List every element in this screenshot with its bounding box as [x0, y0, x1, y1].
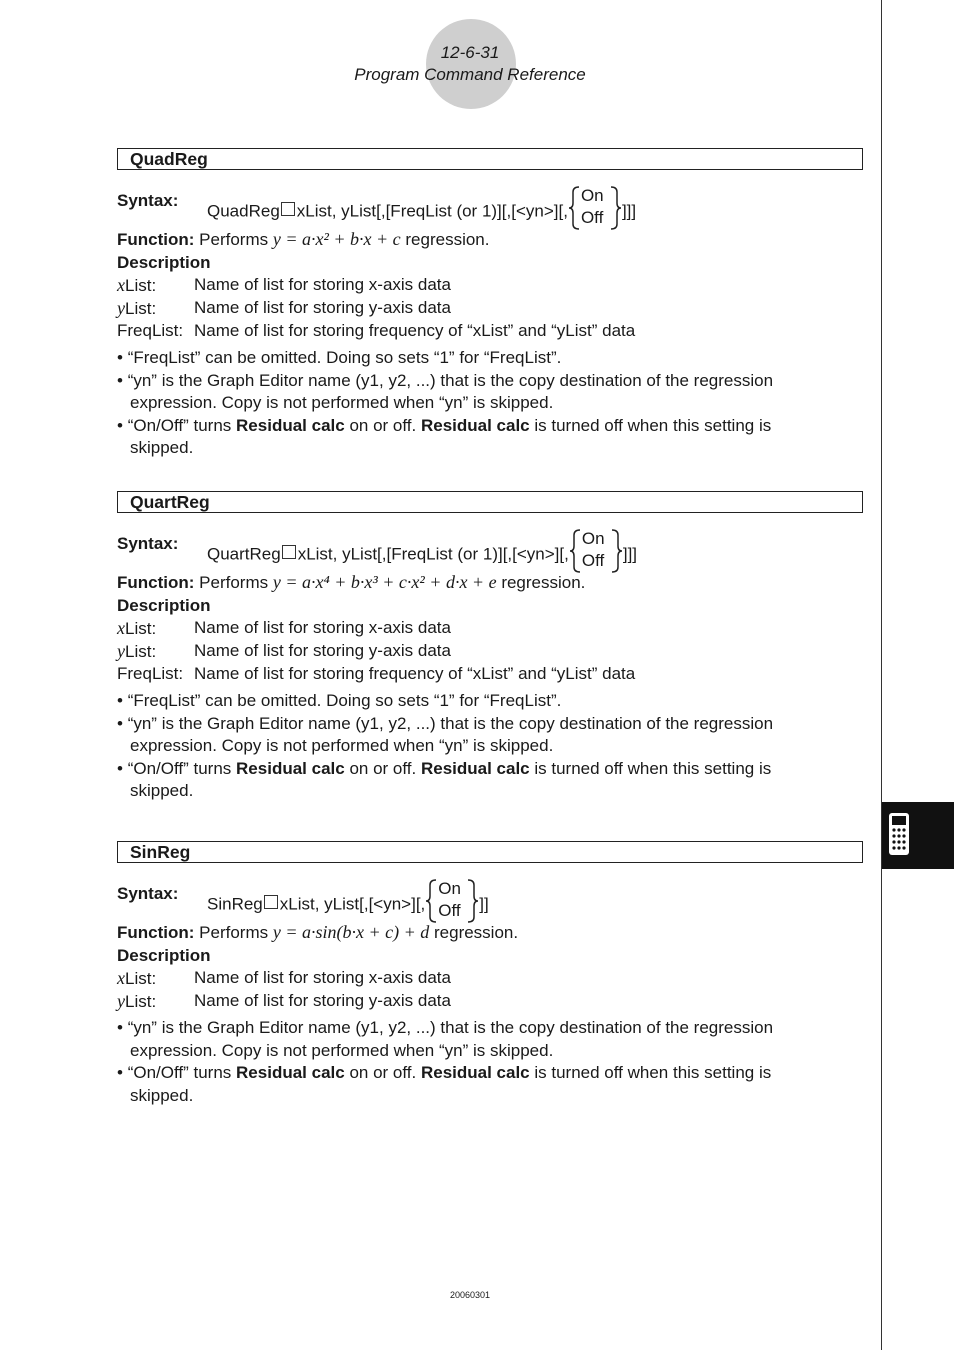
syntax-label: Syntax:: [117, 191, 179, 210]
syntax-text: [207, 186, 637, 234]
definition-xlist: xList: Name of list for storing x-axis data: [117, 968, 451, 988]
description-label: Description: [117, 252, 211, 272]
definition-ylist: yList: Name of list for storing y-axis data: [117, 641, 451, 661]
definition-freqlist: FreqList: Name of list for storing frequency of “xList” and “yList” data: [117, 664, 636, 683]
section-sinreg: [117, 841, 863, 1107]
bullet-yn: • “yn” is the Graph Editor name (y1, y2, ...) that is the copy destination of the regression expression. Copy is not performed when “yn” is skipped.: [117, 713, 774, 755]
description-label: Description: [117, 595, 211, 615]
bullet-yn: • “yn” is the Graph Editor name (y1, y2, ...) that is the copy destination of the regression expression. Copy is not performed when “yn” is skipped.: [117, 370, 774, 412]
function-line: Function: Performs y = a·x² + b·x + c regression.: [117, 229, 490, 249]
function-label: Function:: [117, 230, 195, 249]
formula: y = a·x⁴ + b·x³ + c·x² + d·x + e: [272, 572, 497, 592]
on-off-brace: [569, 186, 621, 230]
description-label: Description: [117, 945, 211, 965]
syntax-end: ]]]: [622, 544, 638, 564]
syntax-row: [117, 871, 863, 921]
function-line: Function: Performs y = a·sin(b·x + c) + d regression.: [117, 922, 519, 942]
space-symbol: [264, 895, 278, 909]
header-circle-decoration: [426, 19, 516, 109]
definition-xlist: xList: Name of list for storing x-axis data: [117, 275, 451, 295]
calculator-icon: [888, 812, 910, 856]
section-quartreg: [117, 491, 863, 803]
syntax-row: [117, 178, 863, 228]
formula: y = a·sin(b·x + c) + d: [272, 922, 430, 942]
definition-ylist: yList: Name of list for storing y-axis data: [117, 991, 451, 1011]
option-off: Off: [580, 208, 604, 227]
option-on: On: [581, 529, 605, 548]
bullet-freqlist: • “FreqList” can be omitted. Doing so sets “1” for “FreqList”.: [117, 691, 562, 710]
section-quadreg: [117, 148, 863, 460]
syntax-text: [207, 879, 489, 927]
function-label: Function:: [117, 573, 195, 592]
page-title: Program Command Reference: [354, 65, 586, 84]
definition-xlist: xList: Name of list for storing x-axis data: [117, 618, 451, 638]
bullet-freqlist: • “FreqList” can be omitted. Doing so sets “1” for “FreqList”.: [117, 348, 562, 367]
option-off: Off: [581, 551, 605, 570]
command-name: QuadReg: [207, 201, 280, 221]
syntax-args: xList, yList[,[FreqList (or 1)][,[<yn>][,: [297, 544, 569, 564]
option-on: On: [580, 186, 604, 205]
footer-code: 20060301: [449, 1290, 491, 1300]
syntax-end: ]]: [479, 894, 489, 914]
syntax-row: [117, 521, 863, 571]
definition-freqlist: FreqList: Name of list for storing frequency of “xList” and “yList” data: [117, 321, 636, 340]
bullet-onoff: • “On/Off” turns Residual calc on or off. Residual calc is turned off when this setting is skipped.: [117, 1063, 772, 1105]
bullet-onoff: • “On/Off” turns Residual calc on or off. Residual calc is turned off when this setting is skipped.: [117, 758, 772, 800]
function-label: Function:: [117, 923, 195, 942]
section-heading: QuadReg: [117, 148, 863, 170]
space-symbol: [281, 202, 295, 216]
syntax-args: xList, yList[,[<yn>][,: [279, 894, 426, 914]
syntax-text: [207, 529, 638, 577]
space-symbol: [282, 545, 296, 559]
on-off-brace: [426, 879, 478, 923]
margin-rule: [881, 0, 882, 1350]
definition-ylist: yList: Name of list for storing y-axis data: [117, 298, 451, 318]
command-name: SinReg: [207, 894, 263, 914]
syntax-args: xList, yList[,[FreqList (or 1)][,[<yn>][,: [296, 201, 568, 221]
command-name: QuartReg: [207, 544, 281, 564]
chapter-tab: [882, 802, 954, 869]
on-off-brace: [570, 529, 622, 573]
section-heading: SinReg: [117, 841, 863, 863]
option-off: Off: [438, 901, 461, 920]
syntax-label: Syntax:: [117, 534, 179, 553]
option-on: On: [438, 879, 461, 898]
formula: y = a·x² + b·x + c: [272, 229, 401, 249]
bullet-onoff: • “On/Off” turns Residual calc on or off. Residual calc is turned off when this setting is skipped.: [117, 415, 772, 457]
page-number: 12-6-31: [440, 43, 500, 62]
syntax-label: Syntax:: [117, 884, 179, 903]
function-line: Function: Performs y = a·x⁴ + b·x³ + c·x² + d·x + e regression.: [117, 572, 586, 592]
syntax-end: ]]]: [621, 201, 637, 221]
section-heading: QuartReg: [117, 491, 863, 513]
bullet-yn: • “yn” is the Graph Editor name (y1, y2, ...) that is the copy destination of the regression expression. Copy is not performed when “yn” is skipped.: [117, 1018, 774, 1060]
